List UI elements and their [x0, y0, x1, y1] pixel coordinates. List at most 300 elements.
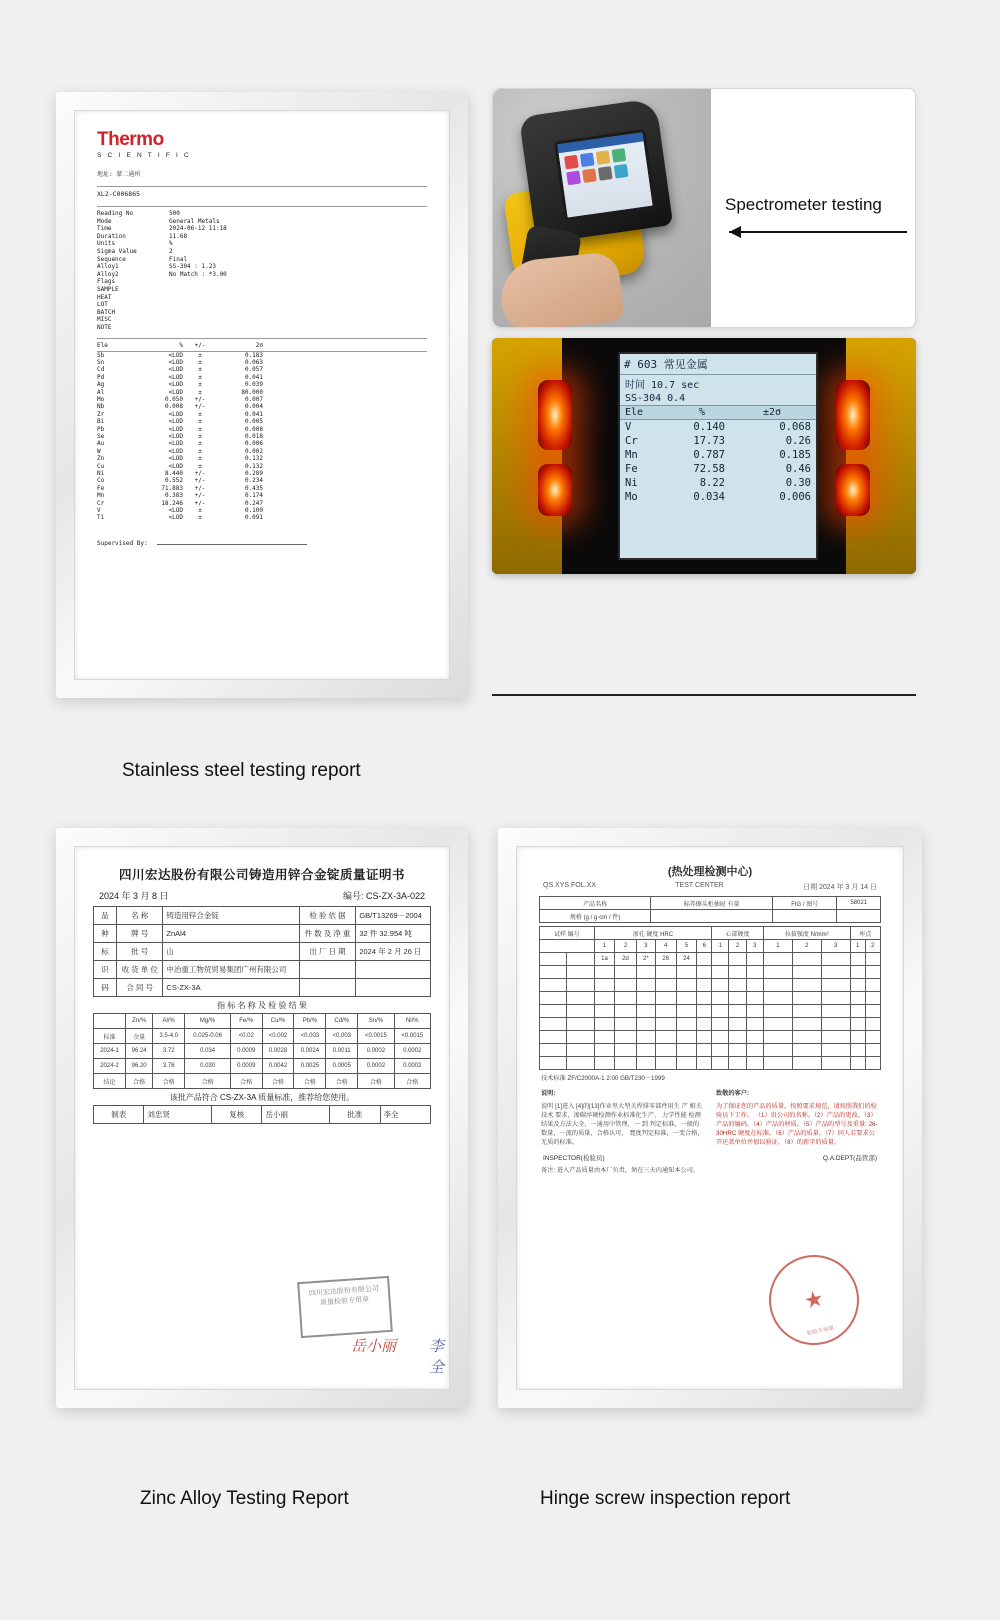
zinc-chem-cell: 合格 [230, 1074, 262, 1089]
thermo-cell-plusminus: ± [198, 507, 202, 515]
lcd-col-sigma: ±2σ [762, 407, 782, 418]
zinc-field-key: 牌 号 [117, 925, 163, 943]
hinge-grid-cell [746, 1057, 763, 1070]
thermo-cell-plusminus: ± [198, 366, 202, 374]
hinge-grid-cell [712, 953, 729, 966]
zinc-chem-row [94, 1074, 431, 1089]
thermo-cell-plusminus: +/- [194, 403, 206, 411]
thermo-cell-plusminus: ± [198, 358, 202, 366]
caption-stainless-report: Stainless steel testing report [122, 760, 361, 781]
zinc-chem-header: Mg/% [185, 1014, 231, 1029]
thermo-cell-error: 0.006 [244, 440, 263, 448]
hinge-grid-cell [850, 1031, 865, 1044]
hinge-group-header: 心部硬度 [712, 927, 764, 940]
zinc-chem-cell: 3.76 [153, 1059, 185, 1074]
hinge-grid-cell [712, 966, 729, 979]
hinge-grid-cell [746, 1044, 763, 1057]
hinge-grid-cell [792, 1031, 821, 1044]
lcd-row [620, 434, 816, 448]
thermo-field-key: Flags [97, 278, 116, 286]
zinc-footer-value: 李全 [380, 1106, 430, 1124]
zinc-chem-cell: <0.003 [326, 1029, 358, 1044]
lcd-cell-percent: 0.034 [693, 491, 725, 503]
indicator-light-left-top [538, 380, 572, 450]
hinge-grid-cell [763, 1005, 792, 1018]
hinge-column-number: 1 [850, 940, 865, 953]
thermo-cell-percent: <LOD [168, 373, 183, 381]
thermo-element-row [97, 403, 427, 410]
hinge-column-number: 4 [655, 940, 676, 953]
hinge-grid-cell [697, 979, 712, 992]
zinc-field-key: 合 同 号 [117, 979, 163, 997]
hinge-grid-row [540, 1005, 881, 1018]
lcd-cell-percent: 17.73 [693, 435, 725, 447]
hinge-grid-cell [763, 979, 792, 992]
hinge-grid-cell [594, 1031, 615, 1044]
hinge-info-row [540, 897, 881, 910]
thermo-field-key: BATCH [97, 308, 116, 316]
lcd-cell-element: V [625, 421, 632, 433]
thermo-field-value: % [169, 240, 173, 248]
hinge-grid-cell [594, 992, 615, 1005]
hinge-grid-cell [792, 1005, 821, 1018]
thermo-field-key: SAMPLE [97, 285, 119, 293]
thermo-cell-percent: <LOD [168, 447, 183, 455]
hinge-grid-cell [615, 966, 636, 979]
hinge-grid-cell [636, 1018, 655, 1031]
thermo-element-row [97, 492, 427, 499]
zinc-chem-cell: 3.5-4.0 [153, 1029, 185, 1044]
hinge-grid-cell [746, 979, 763, 992]
thermo-serial-number: XL2-C006865 [97, 190, 141, 198]
thermo-cell-plusminus: +/- [194, 477, 206, 485]
hinge-grid-cell [763, 1031, 792, 1044]
hinge-grid-cell [850, 979, 865, 992]
hinge-grid-row [540, 966, 881, 979]
zinc-chem-header: Al/% [153, 1014, 185, 1029]
hinge-grid-cell [746, 1005, 763, 1018]
hinge-note-left: 说明 [1]进入 [4]的[13]作业里大型关焊排零部件用生 产 相关 技术 要求，渗碳淬硬检测作业标准化生产， 力学性能 检测结果及方法大全，一通用中管理，一 到 判定标准，一般的数量，一流的质量，合格认可， 寬度判定标准，一变合格，无质的标准。 [541, 1103, 704, 1146]
thermo-field-key: LOT [97, 301, 108, 309]
thermo-cell-plusminus: ± [198, 425, 202, 433]
zinc-chem-cell: 0.025-0.06 [185, 1029, 231, 1044]
lcd-rows [620, 420, 816, 504]
hinge-grid-cell [567, 1005, 594, 1018]
hinge-grid-cell [676, 1044, 697, 1057]
thermo-cell-percent: 0.050 [164, 395, 183, 403]
hinge-grid-cell [712, 1044, 729, 1057]
hinge-grid-cell [850, 1044, 865, 1057]
thermo-cell-plusminus: +/- [194, 395, 206, 403]
thermo-cell-error: 0.100 [244, 507, 263, 515]
analyzer-screen [554, 129, 656, 221]
hinge-grid-cell [567, 1044, 594, 1057]
zinc-chem-row [94, 1044, 431, 1059]
thermo-element-row [97, 381, 427, 388]
thermo-field-value [169, 309, 427, 317]
zinc-row-label: 码 [94, 979, 117, 997]
thermo-field-value: No Match : *3.00 [169, 270, 227, 278]
col-percent: % [179, 341, 183, 349]
zinc-subline [99, 889, 425, 902]
thermo-cell-element: Bi [97, 418, 105, 426]
hinge-grid-cell [655, 1057, 676, 1070]
indicator-light-left-bottom [538, 464, 572, 516]
thermo-element-row [97, 374, 427, 381]
hinge-document [539, 863, 881, 1373]
thermo-cell-element: Nb [97, 403, 105, 411]
signature-blank [157, 536, 307, 545]
hinge-bottom-note: 备注: 进入产品质量由本厂负责，须在三天内通知本公司。 [541, 1167, 700, 1174]
hinge-grid-cell [821, 953, 850, 966]
lcd-cell-element: Fe [625, 463, 638, 475]
thermo-field [97, 301, 427, 309]
zinc-chem-cell: 3.72 [153, 1044, 185, 1059]
thermo-element-row [97, 418, 427, 425]
thermo-cell-error: 0.057 [244, 366, 263, 374]
thermo-field [97, 225, 427, 233]
zinc-chem-header: Zn/% [126, 1014, 153, 1029]
lcd-cell-sigma: 0.30 [785, 477, 811, 489]
hinge-grid-cell [676, 992, 697, 1005]
hinge-grid-cell [567, 1018, 594, 1031]
thermo-cell-percent: 0.008 [164, 403, 183, 411]
zinc-chem-cell: 0.0005 [326, 1059, 358, 1074]
hinge-grid-cell [636, 1057, 655, 1070]
lcd-row [620, 490, 816, 504]
zinc-footer-value: 刘忠贤 [144, 1106, 212, 1124]
thermo-cell-percent: <LOD [168, 351, 183, 359]
zinc-section-title: 指 标 名 称 及 检 验 结 果 [217, 1001, 307, 1010]
hinge-grid-cell [655, 992, 676, 1005]
zinc-row-label: 种 [94, 925, 117, 943]
hinge-grid-cell: 2* [636, 953, 655, 966]
hinge-grid-cell [729, 1031, 746, 1044]
screen-icon-yellow [596, 150, 611, 165]
zinc-chem-cell: <0.0015 [394, 1029, 430, 1044]
thermo-cell-element: Fe [97, 484, 105, 492]
thermo-element-row [97, 485, 427, 492]
lcd-cell-sigma: 0.068 [779, 421, 811, 433]
hinge-grid-cell [792, 966, 821, 979]
hinge-grid-cell [615, 992, 636, 1005]
hinge-grid-cell [792, 992, 821, 1005]
thermo-element-row [97, 433, 427, 440]
thermo-cell-plusminus: ± [198, 440, 202, 448]
hinge-grid-cell [712, 1031, 729, 1044]
thermo-element-row [97, 426, 427, 433]
hinge-grid-cell [792, 1044, 821, 1057]
thermo-field [97, 278, 427, 286]
hinge-grid-cell [865, 1044, 880, 1057]
thermo-element-row [97, 470, 427, 477]
zinc-chem-header [94, 1014, 126, 1029]
hinge-grid-cell [865, 979, 880, 992]
zinc-chem-cell: 合格 [185, 1074, 231, 1089]
hinge-grid-cell [697, 1057, 712, 1070]
thermo-cell-element: Zr [97, 410, 105, 418]
hinge-info-table [539, 896, 881, 923]
hinge-grid-cell [712, 1057, 729, 1070]
zinc-chem-cell: 0.0028 [262, 1044, 294, 1059]
hinge-grid-cell [746, 1031, 763, 1044]
hinge-field-key: 产品名称 [540, 897, 651, 910]
thermo-cell-plusminus: ± [198, 373, 202, 381]
zinc-field-value: 中冶重工物贸贸易集团广州有限公司 [163, 961, 299, 979]
indicator-light-right-bottom [836, 464, 870, 516]
hinge-grid-cell [850, 1018, 865, 1031]
hinge-grid-cell [729, 979, 746, 992]
hinge-grid-cell [729, 992, 746, 1005]
zinc-chem-cell: 0.034 [185, 1044, 231, 1059]
thermo-field-value: 500 [169, 210, 180, 217]
hinge-grid-cell [850, 1005, 865, 1018]
hinge-group-header: 拉拔强度 N/mm² [763, 927, 850, 940]
thermo-field-key: Duration [97, 232, 126, 240]
hinge-column-number: 2 [615, 940, 636, 953]
lcd-row [620, 420, 816, 434]
hinge-num-header-blank [540, 940, 595, 953]
thermo-field-value [169, 294, 427, 302]
lcd-display [618, 352, 818, 560]
hinge-grid-cell [821, 1005, 850, 1018]
thermo-cell-element: Cr [97, 499, 105, 507]
thermo-field [97, 256, 427, 264]
zinc-chem-cell: 合格 [394, 1074, 430, 1089]
hinge-grid-cell [729, 966, 746, 979]
zinc-chem-cell: 0.0025 [294, 1059, 326, 1074]
zinc-chem-cell: 0.0009 [230, 1044, 262, 1059]
hinge-grid-cell [636, 966, 655, 979]
hinge-grid-cell [821, 966, 850, 979]
hinge-grid-cell [655, 1044, 676, 1057]
hinge-grid-cell [567, 953, 594, 966]
hinge-group-header: 渗孔 硬度 HRC [594, 927, 712, 940]
hinge-inspector-label: INSPECTOR(检验员) [543, 1155, 605, 1162]
lcd-cell-sigma: 0.006 [779, 491, 811, 503]
hinge-note-right-title: 致敬的客户: [716, 1090, 749, 1097]
hinge-grid-cell [615, 1057, 636, 1070]
hinge-grid-row [540, 953, 881, 966]
thermo-cell-percent: <LOD [168, 358, 183, 366]
thermo-field-value [169, 301, 427, 309]
lcd-row [620, 462, 816, 476]
zinc-chem-cell: 0.0002 [358, 1059, 394, 1074]
hinge-grid-cell [540, 992, 567, 1005]
thermo-cell-error: 0.041 [244, 410, 263, 418]
zinc-chem-header: Sn/% [358, 1014, 394, 1029]
hinge-grid-cell [615, 1031, 636, 1044]
thermo-cell-element: Sn [97, 358, 105, 366]
thermo-field-key: NOTE [97, 323, 112, 331]
lcd-alloy-line: SS-304 0.4 [625, 393, 686, 404]
thermo-cell-element: Se [97, 432, 105, 440]
hinge-field-key: 规格 (g / g·cm / 件) [540, 910, 651, 923]
screen-icon-blue [580, 152, 595, 167]
hinge-grid-cell [821, 1031, 850, 1044]
hinge-grid-cell [746, 992, 763, 1005]
screen-icon-green [612, 148, 627, 163]
hinge-column-number: 6 [697, 940, 712, 953]
zinc-chem-table [93, 1013, 431, 1089]
thermo-cell-error: 0.041 [244, 373, 263, 381]
thermo-cell-plusminus: +/- [194, 470, 206, 477]
zinc-row-label: 识 [94, 961, 117, 979]
spectrometer-photo-card [492, 88, 916, 328]
thermo-cell-element: Cu [97, 462, 105, 470]
thermo-document [97, 129, 427, 665]
hinge-grid-cell [615, 979, 636, 992]
thermo-element-row [97, 463, 427, 470]
zinc-chem-cell: 余量 [126, 1029, 153, 1044]
zinc-date: 2024 年 3 月 8 日 [99, 891, 169, 901]
hinge-grid-cell: 24 [676, 953, 697, 966]
thermo-cell-percent: <LOD [168, 514, 183, 522]
hinge-header-row [543, 882, 877, 892]
thermo-cell-percent: 71.883 [161, 484, 183, 492]
hinge-grid-cell [865, 992, 880, 1005]
section-divider [492, 694, 916, 696]
thermo-cell-plusminus: ± [198, 410, 202, 418]
thermo-field-value: 11.68 [169, 232, 188, 240]
lcd-table-header [620, 405, 816, 420]
thermo-cell-percent: <LOD [168, 440, 183, 448]
hinge-grid-cell [567, 992, 594, 1005]
thermo-element-row [97, 359, 427, 366]
zinc-field-value2 [356, 961, 431, 979]
hinge-group-header: 库点 [850, 927, 880, 940]
zinc-chem-cell: 合格 [262, 1074, 294, 1089]
hinge-group-header: 试样 编号 [540, 927, 595, 940]
zinc-field-key2 [299, 961, 356, 979]
hinge-grid-cell [763, 966, 792, 979]
thermo-field-value: 2024-06-12 11:18 [169, 225, 227, 233]
zinc-doc-no: 编号: CS-ZX-3A-022 [342, 891, 425, 901]
hinge-grid-cell [655, 966, 676, 979]
thermo-cell-error: 0.183 [244, 351, 263, 359]
col-error: 2σ [255, 341, 263, 349]
thermo-cell-plusminus: ± [198, 455, 202, 463]
zinc-chem-cell: 合格 [126, 1074, 153, 1089]
thermo-cell-plusminus: ± [198, 381, 202, 389]
thermo-cell-plusminus: ± [198, 462, 202, 470]
zinc-chem-cell: 0.0009 [230, 1059, 262, 1074]
hinge-grid-cell: 1a [594, 953, 615, 966]
hinge-column-number: 2 [729, 940, 746, 953]
thermo-cell-error: 0.005 [244, 418, 263, 426]
zinc-conclusion: 该批产品符合 CS-ZX-3A 质量标准，推荐给您使用。 [169, 1093, 355, 1102]
thermo-logo: Thermo [97, 129, 164, 150]
hinge-column-number: 1 [712, 940, 729, 953]
hinge-grid-cell [540, 953, 567, 966]
thermo-field-key: Reading No [97, 210, 134, 217]
col-element: Ele [97, 341, 108, 349]
hinge-grid-cell [540, 979, 567, 992]
hinge-grid-cell [676, 1057, 697, 1070]
hinge-grid-cell [729, 1057, 746, 1070]
thermo-element-row [97, 352, 427, 359]
hinge-grid-cell [821, 1057, 850, 1070]
hinge-grid-cell [636, 979, 655, 992]
machine-panel-right [846, 338, 916, 574]
thermo-cell-element: Ni [97, 470, 105, 477]
hinge-grid-cell [865, 953, 880, 966]
hinge-column-number: 2 [865, 940, 880, 953]
thermo-cell-error: 80.000 [241, 388, 263, 396]
hinge-grid-cell [636, 1031, 655, 1044]
zinc-chem-cell: 0.0002 [358, 1044, 394, 1059]
zinc-field-value2 [356, 979, 431, 997]
zinc-signature-red: 岳小丽 [351, 1337, 397, 1355]
hinge-grid-cell [697, 1018, 712, 1031]
thermo-element-row [97, 455, 427, 462]
hinge-grid-cell [865, 1057, 880, 1070]
thermo-field [97, 286, 427, 294]
hinge-grid-cell [540, 1057, 567, 1070]
hinge-stamp-text: 检验专用章 [806, 1325, 835, 1338]
thermo-field [97, 263, 427, 271]
thermo-cell-element: Mo [97, 395, 105, 403]
thermo-element-row [97, 477, 427, 484]
hinge-grid-cell [712, 1018, 729, 1031]
hinge-grid-cell [712, 992, 729, 1005]
thermo-element-row [97, 411, 427, 418]
thermo-element-row [97, 507, 427, 514]
hinge-grid-cell [821, 979, 850, 992]
zinc-chem-cell: 0.0002 [394, 1059, 430, 1074]
hinge-field-key2: FIG / 图号 [773, 897, 837, 910]
thermo-cell-element: Al [97, 388, 105, 396]
lcd-cell-sigma: 0.185 [779, 449, 811, 461]
hinge-grid-cell [712, 1005, 729, 1018]
hinge-standard-line: 技术标准 ZF/C2000A-1 2:00 GB/T230－1999 [541, 1075, 665, 1082]
stainless-report-paper [74, 110, 450, 680]
thermo-cell-error: 0.234 [244, 477, 263, 485]
hinge-grid-cell [615, 1018, 636, 1031]
hinge-grid-cell [763, 1044, 792, 1057]
hinge-grid-cell [792, 979, 821, 992]
dark-scene [492, 338, 916, 574]
zinc-title: 四川宏达股份有限公司铸造用锌合金锭质量证明书 [118, 868, 405, 882]
zinc-field-key: 批 号 [117, 943, 163, 961]
hinge-grid-cell [850, 953, 865, 966]
thermo-field-value: SS-304 : 1.23 [169, 263, 216, 271]
thermo-cell-percent: <LOD [168, 418, 183, 426]
zinc-field-value2: 2024 年 2 月 26 日 [356, 943, 431, 961]
thermo-element-row [97, 448, 427, 455]
hinge-grid-cell [594, 1005, 615, 1018]
zinc-info-table [93, 906, 431, 997]
spectrometer-caption-box [711, 89, 915, 327]
thermo-field-value [169, 316, 427, 324]
hinge-grid-cell [821, 1044, 850, 1057]
hinge-grid-cell [821, 1018, 850, 1031]
zinc-field-key: 收 货 单 位 [117, 961, 163, 979]
thermo-field [97, 248, 427, 256]
thermo-cell-error: 0.002 [244, 447, 263, 455]
thermo-field-key: MISC [97, 316, 112, 324]
lcd-cell-element: Mn [625, 449, 638, 461]
hinge-grid-cell [763, 953, 792, 966]
hinge-column-number: 3 [636, 940, 655, 953]
zinc-chem-row [94, 1059, 431, 1074]
hinge-grid-cell [729, 1018, 746, 1031]
thermo-cell-percent: 0.383 [164, 492, 183, 500]
thermo-cell-element: Sb [97, 351, 105, 359]
thermo-cell-element: Ag [97, 381, 105, 389]
screen-icon-purple [566, 171, 581, 186]
thermo-cell-percent: <LOD [168, 432, 183, 440]
